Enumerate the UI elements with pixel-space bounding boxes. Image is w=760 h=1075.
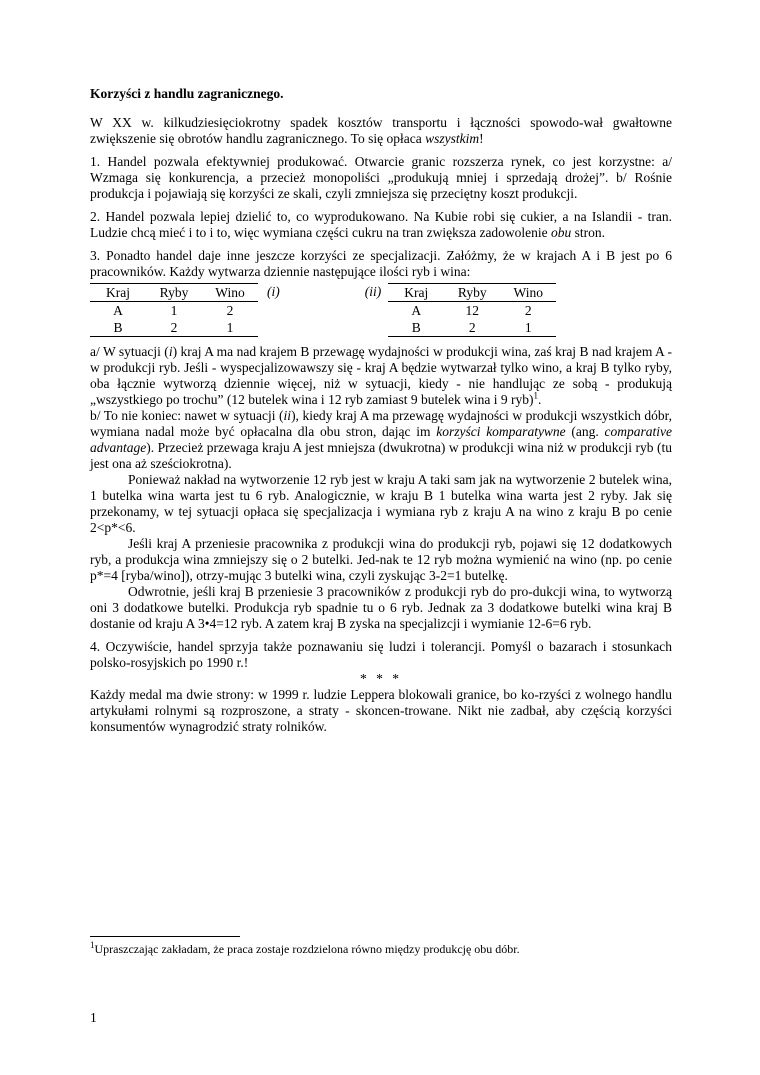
paragraph-point4: 4. Oczywiście, handel sprzyja także poznawaniu się ludzi i tolerancji. Pomyśl o bazarach i stosunkach polsko-rosyjskich po 1990 r.! <box>90 639 672 670</box>
table-ii-header-ryby: Ryby <box>457 285 487 300</box>
table-cell: B <box>411 320 421 335</box>
paragraph-closing: Każdy medal ma dwie strony: w 1999 r. ludzie Leppera blokowali granice, bo ko-rzyści z wolnego handlu artykułami rolnymi są rozproszone, a straty - skoncen-trowane. Nikt nie zadbał, aby częścią korzyści konsumentów wynagrodzić straty rolników. <box>90 687 672 734</box>
footnote-marker: 1 <box>90 940 95 950</box>
paragraph-indent-1: Ponieważ nakład na wytworzenie 12 ryb jest w kraju A taki sam jak na wytworzenie 2 butelek wina, 1 butelka wina warta jest tu 6 ryb. Analogicznie, w kraju B 1 butelka wina warta jest 2 ryby. Jak się przekonamy, w tej sytuacji opłaca się specjalizacja i wymiana ryb z kraju A na wino z kraju B po cenie 2<p*<6. <box>90 472 672 535</box>
table-row <box>90 319 258 337</box>
text-run: ) kraj A ma nad krajem B przewagę wydajności w produkcji wina, zaś kraj B nad krajem A - w produkcji ryb. Jeśli - wyspecjalizowawszy się - kraj A będzie wytwarzał tylko wino, a kraj B tylko ryby, oba łącznie wytworzą dziennie więcej, niż w sytuacji, kiedy - nie handlując ze sobą - produkują „wszystkiego po trochu” (12 butelek wina i 12 ryb zamiast 9 butelek wina i 9 ryb) <box>90 344 672 407</box>
table-row <box>90 302 258 320</box>
footnote-block <box>90 936 672 957</box>
paragraph-indent-3: Odwrotnie, jeśli kraj B przeniesie 3 pracowników z produkcji ryb do pro-dukcji wina, to wytworzą oni 3 dodatkowe butelki. Produkcja ryb spadnie tu o 6 ryb. Jednak za 3 dodatkowe butelki wina kraj B dostanie od kraju A 3•4=12 ryb. A zatem kraj B zyska na specjalizcji i wymianie 12-6=6 ryb. <box>90 584 672 631</box>
production-table-ii <box>388 283 556 337</box>
footnote-text: Upraszczając zakładam, że praca zostaje rozdzielona równo między produkcję obu dóbr. <box>94 942 520 956</box>
text-run-italic: korzyści komparatywne <box>436 424 566 439</box>
table-cell: A <box>113 303 123 318</box>
text-run-italic: wszystkim <box>425 131 480 146</box>
table-cell: 2 <box>468 320 476 335</box>
table-i-header-ryby: Ryby <box>159 285 189 300</box>
table-cell: 2 <box>524 303 532 318</box>
table-row <box>388 302 556 320</box>
table-i-header-kraj: Kraj <box>106 285 130 300</box>
footnote-text-line <box>90 942 672 957</box>
production-table-i <box>90 283 258 337</box>
text-run: a/ W sytuacji ( <box>90 344 169 359</box>
text-run: ), kiedy kraj A ma przewagę wydajności w produkcji wszystkich dóbr, wymiana nadal może być opłacalna dla obu stron, dając im <box>90 408 672 439</box>
text-run-italic: obu <box>551 225 572 240</box>
table-ii-header-kraj: Kraj <box>404 285 429 300</box>
document-content <box>90 86 672 735</box>
document-title: Korzyści z handlu zagranicznego. <box>90 86 284 101</box>
text-run: W XX w. kilkudziesięciokrotny spadek kosztów transportu i łączności spowodo-wał gwałtowne zwiększenie się obrotów handlu zagranicznego. To się opłaca <box>90 115 672 146</box>
section-divider-stars: * * * <box>360 671 402 686</box>
text-run-italic: comparative advantage <box>90 424 672 455</box>
table-cell: 12 <box>465 303 479 318</box>
paragraph-point3: 3. Ponadto handel daje inne jeszcze korzyści ze specjalizacji. Załóżmy, że w krajach A i B jest po 6 pracowników. Każdy wytwarza dziennie następujące ilości ryb i wina: <box>90 248 672 279</box>
table-i-label: (i) <box>267 284 280 299</box>
table-cell: B <box>113 320 123 335</box>
table-ii-header-wino: Wino <box>513 285 543 300</box>
text-run: (ang. <box>565 424 605 439</box>
text-run: . <box>538 392 542 407</box>
text-run-italic: ii <box>283 408 292 423</box>
page-number: 1 <box>90 1010 97 1025</box>
table-cell: 2 <box>226 303 234 318</box>
table-i-header-wino: Wino <box>215 285 245 300</box>
footnote-separator <box>90 936 240 937</box>
table-ii-label: (ii) <box>364 284 382 299</box>
table-header-row <box>90 284 258 302</box>
text-run: ). Przecież przewaga kraju A jest mniejsza (dwukrotna) w produkcji wina niż w produkcji ryb (tu jest ona aż sześciokrotna). <box>90 440 672 471</box>
table-header-row <box>388 284 556 302</box>
footnote-reference: 1 <box>533 390 539 401</box>
table-cell: 1 <box>170 303 178 318</box>
text-run: b/ To nie koniec: nawet w sytuacji ( <box>90 408 284 423</box>
text-run: ! <box>479 131 484 146</box>
text-run: stron. <box>571 225 606 240</box>
table-cell: 2 <box>170 320 178 335</box>
paragraph-point1: 1. Handel pozwala efektywniej produkować. Otwarcie granic rozszerza rynek, co jest korzystne: a/ Wzmaga się konkurencja, a przecież monopoliści „produkują mniej i sprzedają drożej”. b/ Rośnie produkcja i pojawiają się korzyści ze skali, czyli zmniejsza się przeciętny koszt produkcji. <box>90 154 672 201</box>
text-run: 2. Handel pozwala lepiej dzielić to, co wyprodukowano. Na Kubie robi się cukier, a na Islandii - tran. Ludzie chcą mieć i to i to, więc wymiana części cukru na tran zwiększa zadowolenie <box>90 209 672 240</box>
paragraph-intro <box>90 115 672 147</box>
table-cell: A <box>411 303 422 318</box>
table-cell: 1 <box>524 320 532 335</box>
paragraph-point2 <box>90 209 672 241</box>
paragraph-a <box>90 344 672 408</box>
text-run-italic: i <box>168 344 173 359</box>
table-row <box>388 319 556 337</box>
table-cell: 1 <box>226 320 234 335</box>
paragraph-indent-2: Jeśli kraj A przeniesie pracownika z produkcji wina do produkcji ryb, pojawi się 12 dodatkowych ryb, a produkcja wina zmniejszy się o 2 butelki. Jed-nak te 12 ryb można wymienić na wino (np. po cenie p*=4 [ryba/wino]), otrzy-mując 3 butelki wina, czyli zyskując 3-2=1 butelkę. <box>90 536 672 583</box>
paragraph-b <box>90 408 672 472</box>
comparison-tables <box>90 283 672 337</box>
